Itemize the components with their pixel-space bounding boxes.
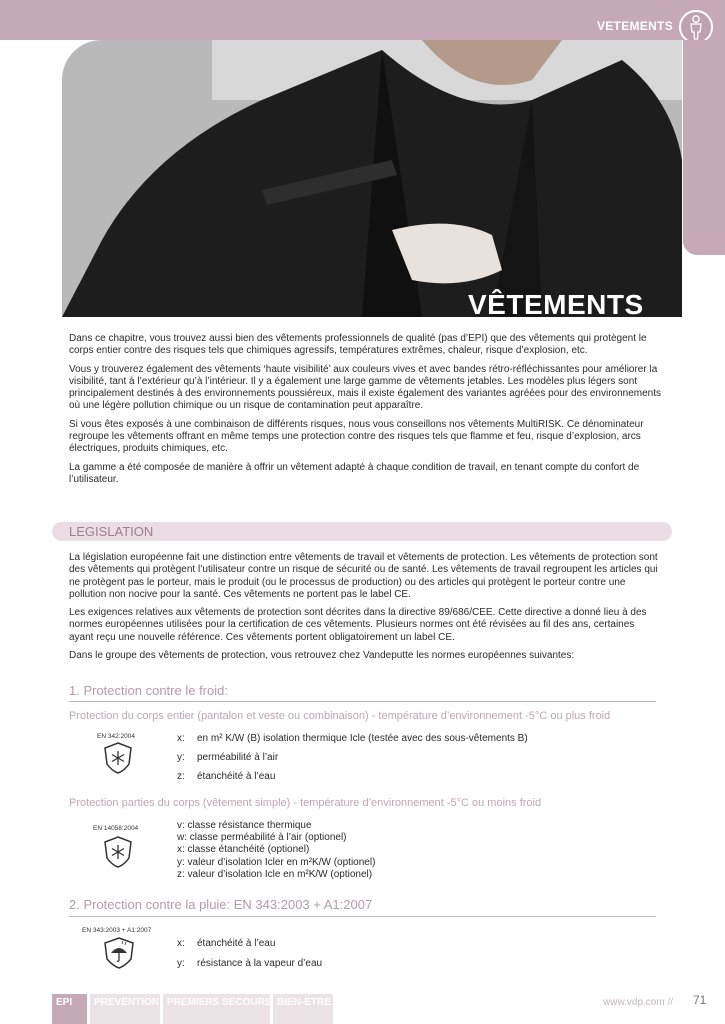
legislation-header bbox=[52, 522, 672, 541]
intro-paragraph: La gamme a été composée de manière à offrir un vêtement adapté à chaque condition de travail, en tenant compte du confort de l’utilisateur. bbox=[69, 461, 640, 485]
norm-label: EN 342:2004 bbox=[97, 733, 135, 740]
side-tab bbox=[683, 40, 725, 255]
intro-paragraph: Dans ce chapitre, vous trouvez aussi bien des vêtements professionnels de qualité (pas d’EPI) que des vêtements qui protègent le corps entier contre des risques tels que chimiques agressifs, températures extrêmes, chaleur, risque d’explosion, etc. bbox=[69, 333, 647, 357]
footer-tab-bien-etre[interactable]: BIEN-ETRE bbox=[273, 994, 333, 1024]
norm-item: w: classe perméabilité à l’air (optionel) bbox=[177, 832, 347, 844]
norm-item: x: étanchéité à l’eau bbox=[177, 938, 276, 949]
norm-item: v: classe résistance thermique bbox=[177, 820, 312, 831]
snowflake-shield-icon bbox=[104, 836, 132, 873]
norm-label: EN 14058:2004 bbox=[93, 825, 139, 832]
hero-photo bbox=[62, 40, 682, 317]
norm-item: z: valeur d’isolation Icle en m²K/W (optionel) bbox=[177, 868, 373, 880]
legislation-paragraph: Dans le groupe des vêtements de protection, vous retrouvez chez Vandeputte les normes européennes suivantes: bbox=[69, 650, 575, 662]
norm-item: z: étanchéité à l’eau bbox=[177, 771, 276, 782]
legislation-title: LEGISLATION bbox=[69, 524, 154, 539]
umbrella-shield-icon bbox=[104, 937, 134, 974]
cold-protection-title: 1. Protection contre le froid: bbox=[69, 683, 228, 698]
norm-list bbox=[177, 820, 375, 881]
footer-url[interactable]: www.vdp.com // bbox=[603, 997, 674, 1008]
divider bbox=[69, 701, 656, 702]
footer-tab-premiers-secours[interactable]: PREMIERS SECOURS bbox=[163, 994, 270, 1024]
cold-sub2-title: Protection parties du corps (vêtement simple) - température d’environnement -5°C ou moins froid bbox=[69, 797, 542, 809]
divider bbox=[69, 916, 656, 917]
hero-title: VÊTEMENTS bbox=[468, 289, 644, 320]
cold-sub1-title: Protection du corps entier (pantalon et veste ou combinaison) - température d’environnement -5°C ou plus froid bbox=[69, 710, 611, 722]
page-number: 71 bbox=[693, 993, 707, 1007]
norm-item: y: valeur d’isolation Icler en m²K/W (optionel) bbox=[177, 856, 376, 868]
norm-item: y: perméabilité à l’air bbox=[177, 752, 279, 763]
section-title: VETEMENTS bbox=[596, 19, 673, 33]
footer-tab-epi[interactable]: EPI bbox=[52, 994, 87, 1024]
header-bar bbox=[0, 0, 725, 40]
intro-paragraph: Si vous êtes exposés à une combinaison de différents risques, nous vous conseillons nos vêtements MultiRISK. Ce dénominateur regroupe les vêtements offrant en même temps une protection contre des risques tels que flamme et feu, risque d’explosion, arcs électriques, produits chimiques, etc. bbox=[69, 418, 644, 455]
legislation-text bbox=[69, 552, 661, 668]
norm-item: y: résistance à la vapeur d’eau bbox=[177, 958, 323, 969]
legislation-paragraph: Les exigences relatives aux vêtements de protection sont décrites dans la directive 89/686/CEE. Cette directive a donné lieu à des normes européennes utilisées pour la certification de ces vêtements. Plusieurs normes ont été révisées au fil des ans, certaines ayant reçu une nouvelle référence. Ces vêtements portent obligatoirement un label CE. bbox=[69, 607, 647, 643]
footer-tab-prevention[interactable]: PREVENTION bbox=[90, 994, 160, 1024]
rain-protection-title: 2. Protection contre la pluie: EN 343:2003 + A1:2007 bbox=[69, 897, 373, 912]
intro-text bbox=[69, 333, 661, 492]
snowflake-shield-icon bbox=[104, 742, 132, 779]
legislation-paragraph: La législation européenne fait une distinction entre vêtements de travail et vêtements de protection. Les vêtements de protection sont des vêtements qui protègent l’utilisateur contre un risque de sécurité ou de santé. Les vêtements de travail regroupent les articles qui ne protègent pas le porteur, mais le produit (ou le processus de production) ou des articles qui protègent le porteur contre une pollution non nocive pour la santé. Ces vêtements ne portent pas le label CE. bbox=[69, 552, 658, 600]
norm-label: EN 343:2003 + A1:2007 bbox=[82, 927, 152, 934]
person-icon bbox=[679, 10, 713, 44]
norm-item: x: en m² K/W (B) isolation thermique Icle (testée avec des sous-vêtements B) bbox=[177, 733, 528, 744]
norm-item: x: classe étanchéité (optionel) bbox=[177, 844, 310, 856]
intro-paragraph: Vous y trouverez également des vêtements ‘haute visibilité’ aux couleurs vives et avec bandes rétro-réfléchissantes pour améliorer la visibilité, tant à l’extérieur qu’à l’intérieur. Il y a également une large gamme de vêtements jetables. Les modèles plus légers sont principalement destinés à des environnements poussiéreux, mais il existe également des variantes agréées pour des environnements où une légère pollution chimique ou un risque de contamination peut apparaître. bbox=[69, 363, 661, 412]
